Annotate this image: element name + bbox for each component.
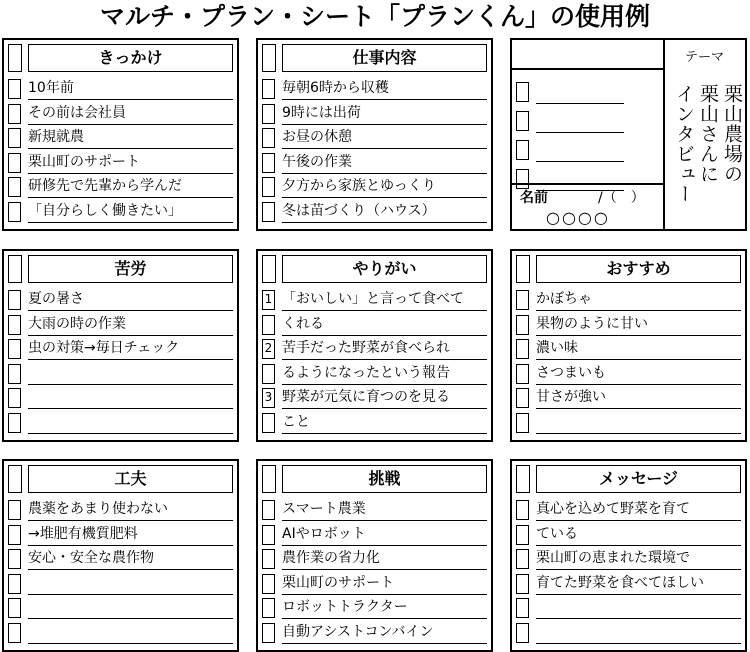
row-text: 栗山町のサポート (28, 153, 140, 170)
row-text: 夕方から家族とゆっくり (282, 178, 436, 195)
card-header-label: 挑戦 (282, 465, 487, 493)
list-item (262, 620, 487, 645)
list-item (8, 336, 233, 361)
checkbox[interactable] (8, 79, 21, 99)
card-header-label: 仕事内容 (282, 44, 487, 72)
card-header-label: 苦労 (28, 255, 233, 283)
card-rows (516, 287, 741, 435)
checkbox[interactable] (262, 500, 275, 520)
checkbox[interactable] (516, 364, 529, 384)
checkbox[interactable] (516, 111, 529, 131)
checkbox[interactable] (516, 315, 529, 335)
write-line[interactable] (28, 410, 233, 434)
list-item (262, 410, 487, 435)
list-item (516, 287, 741, 312)
list-item (8, 199, 233, 224)
checkbox[interactable] (262, 104, 275, 124)
list-item (516, 522, 741, 547)
checkbox[interactable] (516, 525, 529, 545)
write-line[interactable] (282, 410, 487, 434)
row-text: お昼の休憩 (282, 129, 352, 146)
card-header-label: メッセージ (536, 465, 741, 493)
list-item (262, 522, 487, 547)
checkbox[interactable] (8, 574, 21, 594)
checkbox[interactable] (516, 413, 529, 433)
list-item (8, 150, 233, 175)
header-checkbox[interactable] (262, 44, 276, 72)
list-item (262, 125, 487, 150)
checkbox[interactable]: 1 (262, 290, 275, 310)
row-text: 新規就農 (28, 129, 84, 146)
write-line[interactable] (28, 571, 233, 595)
theme-label: テーマ (685, 50, 725, 65)
list-item (8, 571, 233, 596)
name-circles: ○○○○ (546, 208, 610, 227)
checkbox[interactable] (516, 549, 529, 569)
card-header (262, 465, 487, 493)
checkbox[interactable] (262, 623, 275, 643)
card-rows (262, 76, 487, 224)
row-text: 栗山町のサポート (282, 574, 394, 591)
card-header (262, 44, 487, 72)
row-text: ロボットトラクター (282, 599, 408, 616)
card-rows (262, 287, 487, 435)
row-text: 虫の対策→毎日チェック (28, 340, 180, 357)
list-item (8, 546, 233, 571)
list-item (516, 620, 741, 645)
row-text: その前は会社員 (28, 104, 126, 121)
card-rows (8, 497, 233, 645)
card-header-label: 工夫 (28, 465, 233, 493)
checkbox[interactable] (262, 574, 275, 594)
list-item (262, 150, 487, 175)
list-item (8, 497, 233, 522)
row-text: くれる (282, 315, 324, 332)
checkbox[interactable] (262, 202, 275, 222)
header-checkbox[interactable] (262, 465, 276, 493)
row-text: 農作業の省力化 (282, 550, 380, 567)
top-divider (512, 68, 663, 70)
card-7 (510, 459, 747, 652)
row-text: 大雨の時の作業 (28, 315, 126, 332)
row-text: 野菜が元気に育つのを見る (282, 389, 450, 406)
list-item (8, 101, 233, 126)
list-item (262, 595, 487, 620)
list-item (262, 76, 487, 101)
checkbox[interactable] (516, 290, 529, 310)
list-item (8, 174, 233, 199)
card-rows (262, 497, 487, 645)
write-line[interactable] (28, 385, 233, 409)
write-line[interactable] (536, 620, 741, 644)
checkbox[interactable] (262, 128, 275, 148)
list-item (516, 410, 741, 435)
name-divider (512, 183, 663, 185)
header-checkbox[interactable] (8, 255, 22, 283)
row-text: 濃い味 (536, 340, 578, 357)
row-text: 育てた野菜を食べてほしい (536, 574, 704, 591)
list-item (262, 571, 487, 596)
checkbox[interactable] (262, 598, 275, 618)
list-item (8, 410, 233, 435)
card-header (516, 465, 741, 493)
row-text: 果物のように甘い (536, 315, 648, 332)
checkbox[interactable] (8, 104, 21, 124)
list-item (262, 385, 487, 410)
row-text: 研修先で先輩から学んだ (28, 178, 182, 195)
checkbox[interactable] (8, 598, 21, 618)
write-line[interactable] (536, 410, 741, 434)
checkbox[interactable] (262, 525, 275, 545)
checkbox[interactable]: 2 (262, 339, 275, 359)
list-item (516, 571, 741, 596)
row-text: ている (536, 525, 578, 542)
list-item (516, 385, 741, 410)
card-1 (256, 38, 493, 231)
card-rows (8, 287, 233, 435)
row-text: →堆肥有機質肥料 (28, 525, 138, 542)
checkbox[interactable] (516, 623, 529, 643)
card-2 (2, 249, 239, 442)
checkbox[interactable] (8, 623, 21, 643)
card-rows (516, 497, 741, 645)
list-item (8, 125, 233, 150)
checkbox[interactable] (262, 549, 275, 569)
row-text: 栗山町の恵まれた環境で (536, 550, 690, 567)
theme-card (510, 38, 747, 231)
checkbox[interactable] (8, 315, 21, 335)
checkbox[interactable] (8, 413, 21, 433)
checkbox[interactable] (8, 339, 21, 359)
header-checkbox[interactable] (8, 44, 22, 72)
header-checkbox[interactable] (8, 465, 22, 493)
list-item (516, 497, 741, 522)
list-item (516, 595, 741, 620)
checkbox[interactable] (262, 177, 275, 197)
checkbox[interactable] (516, 169, 529, 189)
checkbox[interactable] (8, 202, 21, 222)
checkbox[interactable] (262, 364, 275, 384)
checkbox[interactable] (8, 290, 21, 310)
checkbox[interactable] (8, 525, 21, 545)
list-item (262, 497, 487, 522)
write-line[interactable] (28, 620, 233, 644)
checkbox[interactable] (516, 598, 529, 618)
row-text: 冬は苗づくり（ハウス） (282, 202, 436, 219)
name-label: 名前 (520, 190, 548, 206)
list-item (516, 546, 741, 571)
checkbox[interactable] (8, 388, 21, 408)
list-item (8, 595, 233, 620)
row-text: 自動アシストコンバイン (282, 623, 434, 640)
list-item (516, 312, 741, 337)
checkbox[interactable] (516, 82, 529, 102)
card-header-label: おすすめ (536, 255, 741, 283)
checkbox[interactable] (8, 177, 21, 197)
row-text: 午後の作業 (282, 153, 352, 170)
theme-line-3: インタビュー (673, 84, 695, 204)
row-text: 9時には出荷 (282, 104, 361, 121)
theme-line-2: 栗山さんに (697, 84, 719, 184)
list-item (262, 336, 487, 361)
checkbox[interactable] (516, 140, 529, 160)
theme-divider (663, 40, 665, 229)
card-header (516, 255, 741, 283)
row-text: かぼちゃ (536, 291, 592, 307)
card-6 (256, 459, 493, 652)
write-line[interactable] (28, 595, 233, 619)
write-line[interactable] (536, 105, 624, 133)
header-checkbox[interactable] (516, 465, 530, 493)
card-header (8, 255, 233, 283)
card-3 (256, 249, 493, 442)
row-text: 農薬をあまり使わない (28, 501, 168, 517)
checkbox[interactable] (8, 500, 21, 520)
checkbox[interactable] (262, 79, 275, 99)
checkbox[interactable] (516, 574, 529, 594)
checkbox[interactable] (516, 388, 529, 408)
list-item (8, 620, 233, 645)
card-header (8, 44, 233, 72)
page-title: マルチ・プラン・シート「プランくん」の使用例 (99, 2, 650, 31)
list-item (8, 312, 233, 337)
list-item (262, 199, 487, 224)
row-text: 「自分らしく働きたい」 (28, 202, 182, 219)
header-checkbox[interactable] (516, 255, 530, 283)
row-text: 毎朝6時から収穫 (282, 80, 389, 96)
list-item (8, 76, 233, 101)
row-text: さつまいも (536, 364, 606, 381)
row-text: 真心を込めて野菜を育て (536, 501, 690, 517)
list-item (262, 546, 487, 571)
checkbox[interactable] (262, 315, 275, 335)
card-rows (8, 76, 233, 224)
theme-line-1: 栗山農場の (721, 84, 743, 184)
list-item (8, 385, 233, 410)
card-0 (2, 38, 239, 231)
list-item (262, 312, 487, 337)
row-text: 「おいしい」と言って食べて (282, 291, 464, 307)
row-text: こと (282, 413, 310, 430)
write-line[interactable] (536, 76, 624, 104)
write-line[interactable] (536, 134, 624, 162)
row-text: 苦手だった野菜が食べられ (282, 340, 450, 357)
checkbox[interactable] (8, 128, 21, 148)
list-item (8, 361, 233, 386)
row-text: るようになったという報告 (282, 364, 450, 381)
checkbox[interactable] (516, 500, 529, 520)
list-item (262, 101, 487, 126)
row-text: 10年前 (28, 80, 74, 96)
card-4 (510, 249, 747, 442)
date-label: /（ ） (598, 190, 645, 206)
list-item (262, 174, 487, 199)
card-5 (2, 459, 239, 652)
checkbox[interactable] (262, 153, 275, 173)
checkbox[interactable] (8, 153, 21, 173)
row-text: 甘さが強い (536, 389, 606, 406)
row-text: スマート農業 (282, 501, 366, 517)
theme-card-rows (516, 76, 624, 192)
card-header (262, 255, 487, 283)
row-text: 安心・安全な農作物 (28, 550, 154, 567)
list-item (8, 287, 233, 312)
list-item (262, 287, 487, 312)
list-item (516, 361, 741, 386)
checkbox[interactable]: 3 (262, 388, 275, 408)
list-item (262, 361, 487, 386)
write-line[interactable] (536, 595, 741, 619)
list-item (8, 522, 233, 547)
checkbox[interactable] (8, 549, 21, 569)
card-header (8, 465, 233, 493)
card-header-label: きっかけ (28, 44, 233, 72)
header-checkbox[interactable] (262, 255, 276, 283)
list-item (516, 336, 741, 361)
card-header-label: やりがい (282, 255, 487, 283)
checkbox[interactable] (8, 364, 21, 384)
write-line[interactable] (28, 361, 233, 385)
row-text: AIやロボット (282, 525, 366, 542)
checkbox[interactable] (516, 339, 529, 359)
row-text: 夏の暑さ (28, 291, 84, 307)
checkbox[interactable] (262, 413, 275, 433)
